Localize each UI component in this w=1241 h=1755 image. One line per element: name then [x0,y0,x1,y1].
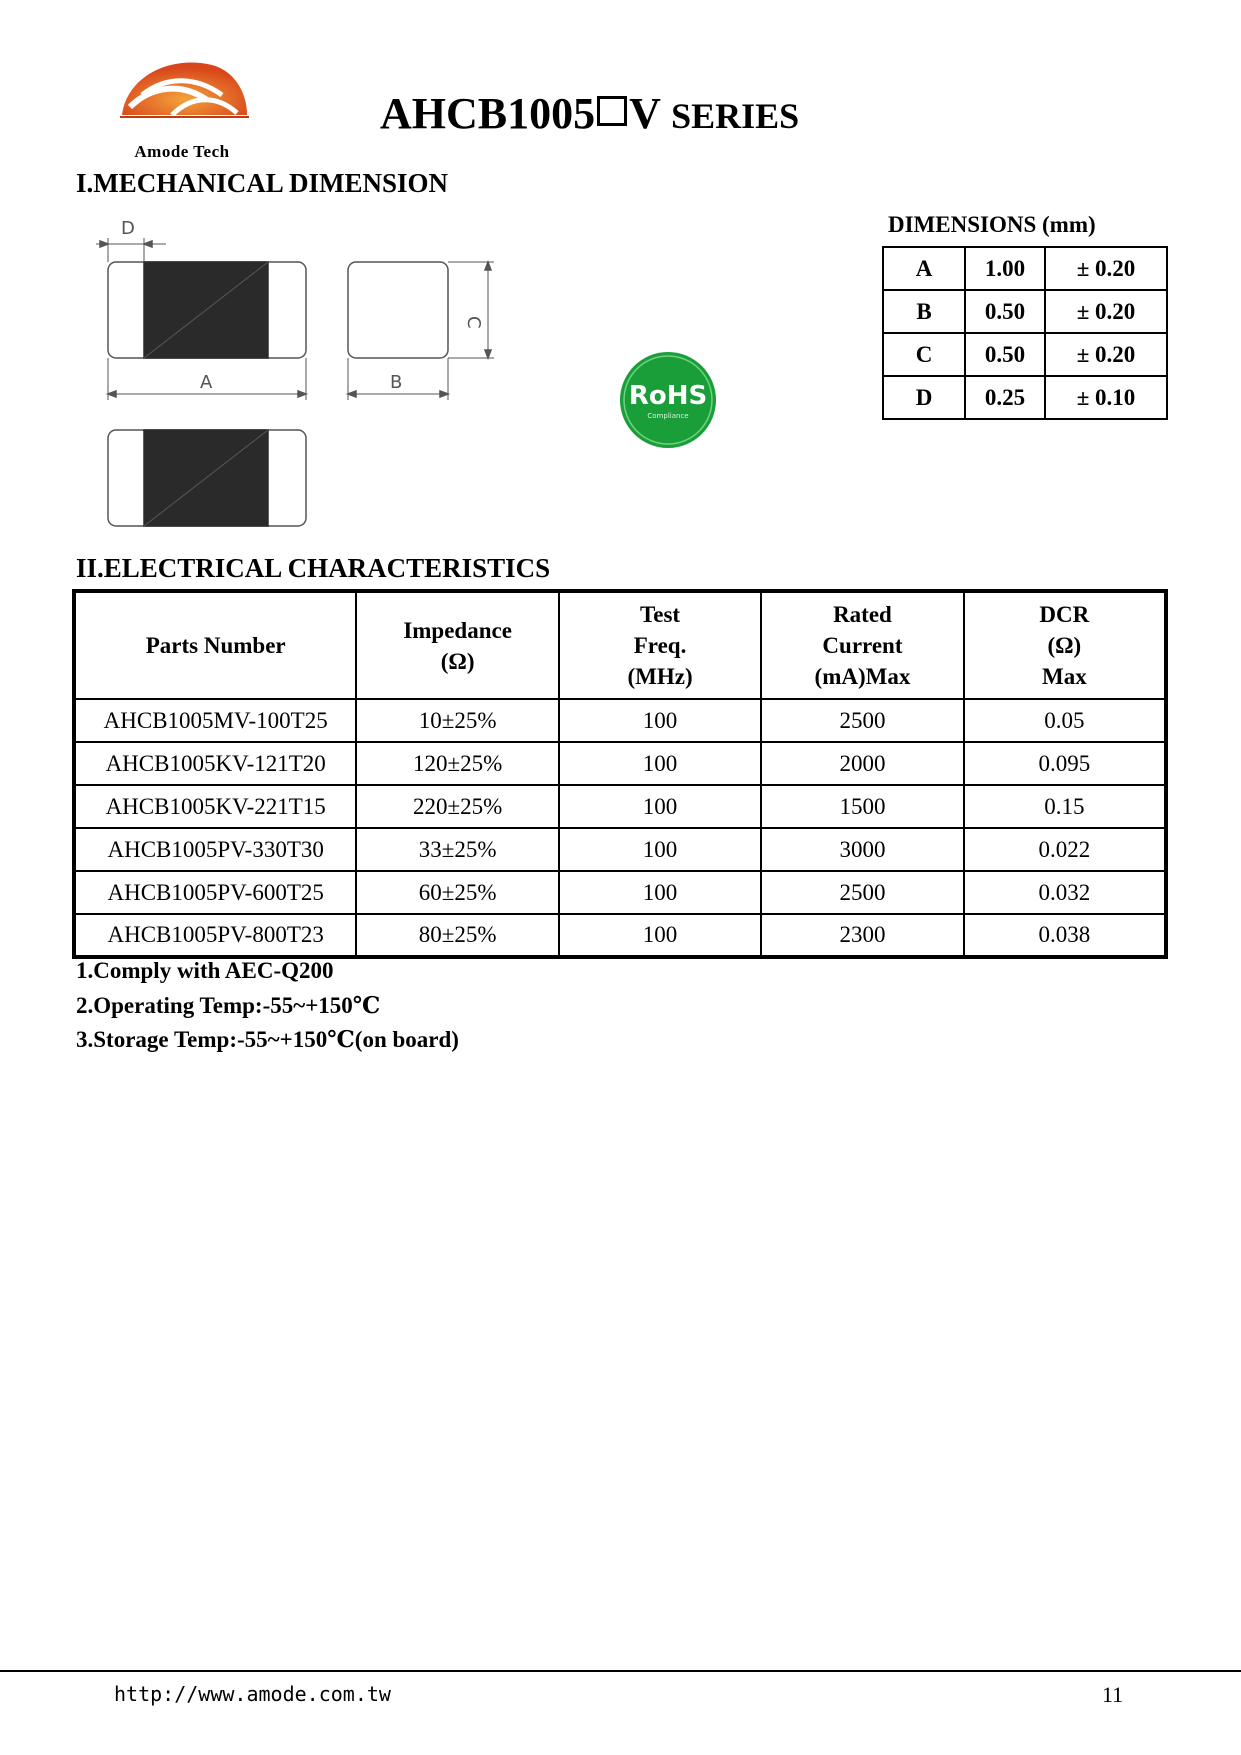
cell-part-number: AHCB1005KV-221T15 [74,785,356,828]
dim-label: C [883,333,965,376]
dim-label: A [883,247,965,290]
table-row [74,871,1166,914]
table-row [74,699,1166,742]
header-test-freq: Test Freq. (MHz) [559,591,761,699]
cell-dcr: 0.05 [964,699,1166,742]
dim-tolerance: ± 0.20 [1045,247,1167,290]
title-series: SERIES [671,96,800,136]
dim-label: B [883,290,965,333]
table-row [74,914,1166,957]
dim-tolerance: ± 0.20 [1045,333,1167,376]
cell-rated-current: 1500 [761,785,963,828]
chip-side-view [348,262,448,358]
table-header-row [74,591,1166,699]
rohs-text: RoHS [628,381,708,411]
header-impedance: Impedance (Ω) [356,591,559,699]
dim-value: 0.50 [965,333,1045,376]
dim-row [883,376,1167,419]
label-d: D [121,218,135,239]
cell-test-freq: 100 [559,699,761,742]
note-operating-temp: 2.Operating Temp:-55~+150℃ [76,993,381,1018]
cell-part-number: AHCB1005PV-330T30 [74,828,356,871]
cell-test-freq: 100 [559,742,761,785]
cell-impedance: 120±25% [356,742,559,785]
logo-text: Amode Tech [134,142,230,161]
table-row [74,828,1166,871]
cell-impedance: 60±25% [356,871,559,914]
title-prefix: AHCB1005 [380,89,596,138]
cell-rated-current: 2000 [761,742,963,785]
cell-rated-current: 3000 [761,828,963,871]
cell-dcr: 0.022 [964,828,1166,871]
title-suffix: V [629,89,661,138]
electrical-table [72,589,1168,959]
note-storage-temp: 3.Storage Temp:-55~+150℃(on board) [76,1027,459,1052]
cell-test-freq: 100 [559,785,761,828]
footer-url[interactable]: http://www.amode.com.tw [114,1682,391,1706]
cell-part-number: AHCB1005MV-100T25 [74,699,356,742]
dim-tolerance: ± 0.20 [1045,290,1167,333]
cell-dcr: 0.15 [964,785,1166,828]
cell-impedance: 10±25% [356,699,559,742]
cell-dcr: 0.095 [964,742,1166,785]
table-row [74,742,1166,785]
header-rated-current: Rated Current (mA)Max [761,591,963,699]
rohs-subtext: Compliance [647,412,689,420]
placeholder-box-icon [597,96,627,126]
dim-row [883,333,1167,376]
footer-divider [0,1670,1241,1672]
rohs-badge [618,350,718,450]
cell-rated-current: 2500 [761,699,963,742]
cell-impedance: 33±25% [356,828,559,871]
page-title [380,88,799,139]
cell-test-freq: 100 [559,828,761,871]
label-c: C [463,316,484,329]
cell-impedance: 220±25% [356,785,559,828]
cell-test-freq: 100 [559,914,761,957]
cell-part-number: AHCB1005PV-600T25 [74,871,356,914]
page-number: 11 [1102,1682,1124,1707]
label-b: B [390,372,403,393]
cell-part-number: AHCB1005PV-800T23 [74,914,356,957]
table-row [74,785,1166,828]
cell-impedance: 80±25% [356,914,559,957]
cell-test-freq: 100 [559,871,761,914]
mechanical-drawing [76,210,516,540]
cell-dcr: 0.032 [964,871,1166,914]
dim-row [883,290,1167,333]
dim-value: 0.50 [965,290,1045,333]
header-parts-number: Parts Number [74,591,356,699]
cell-rated-current: 2500 [761,871,963,914]
dim-value: 0.25 [965,376,1045,419]
note-aec: 1.Comply with AEC-Q200 [76,958,334,983]
dimensions-caption: DIMENSIONS (mm) [888,212,1096,237]
cell-dcr: 0.038 [964,914,1166,957]
section-electrical-title: II.ELECTRICAL CHARACTERISTICS [76,553,551,583]
cell-part-number: AHCB1005KV-121T20 [74,742,356,785]
dimensions-table [882,246,1168,420]
section-mechanical-title: I.MECHANICAL DIMENSION [76,168,449,198]
label-a: A [200,372,213,393]
dim-label: D [883,376,965,419]
cell-rated-current: 2300 [761,914,963,957]
dim-value: 1.00 [965,247,1045,290]
dim-tolerance: ± 0.10 [1045,376,1167,419]
header-dcr: DCR (Ω) Max [964,591,1166,699]
dim-row [883,247,1167,290]
